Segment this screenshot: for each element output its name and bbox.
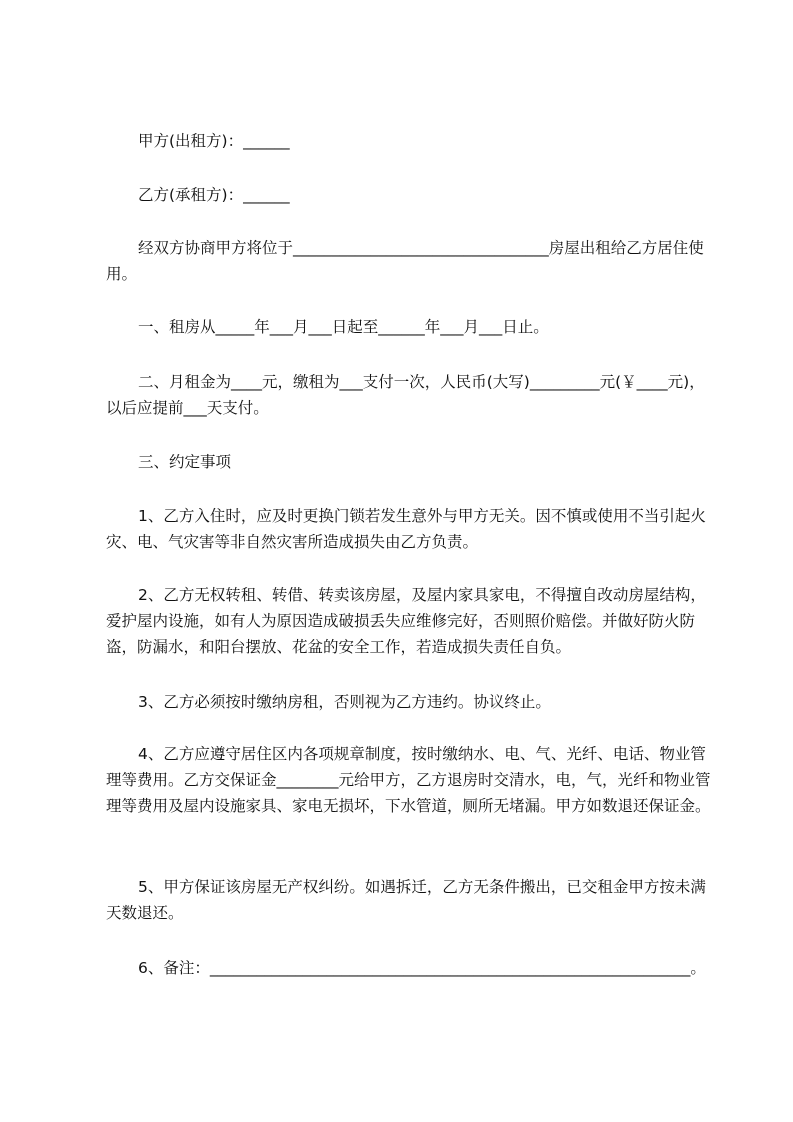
term-item-1: 1、乙方入住时，应及时更换门锁若发生意外与甲方无关。因不慎或使用不当引起火灾、电、气灾害等非自然灾害所造成损失由乙方负责。 xyxy=(106,507,706,551)
party-a-line: 甲方(出租方)：______ xyxy=(138,132,290,150)
party-b-line: 乙方(承租方)：______ xyxy=(138,186,290,204)
term-item-5: 5、甲方保证该房屋无产权纠纷。如遇拆迁，乙方无条件搬出，已交租金甲方按未满天数退还。 xyxy=(106,878,706,922)
term-item-3: 3、乙方必须按时缴纳房租，否则视为乙方违约。协议终止。 xyxy=(138,693,551,711)
clause-rent: 二、月租金为____元，缴租为___支付一次，人民币(大写)_________元(￥____元)，以后应提前___天支付。 xyxy=(106,373,705,417)
clause-lease-period: 一、租房从_____年___月___日起至______年___月___日止。 xyxy=(138,318,549,336)
term-item-6-remarks: 6、备注：______________________________________________________________。 xyxy=(138,959,706,977)
term-item-2: 2、乙方无权转租、转借、转卖该房屋，及屋内家具家电，不得擅自改动房屋结构，爱护屋内设施，如有人为原因造成破损丢失应维修完好，否则照价赔偿。并做好防火防盗，防漏水，和阳台摆放、花盆的安全工作，若造成损失责任自负。 xyxy=(106,586,706,656)
clause-terms-title: 三、约定事项 xyxy=(138,453,232,471)
intro-paragraph: 经双方协商甲方将位于_________________________________房屋出租给乙方居住使用。 xyxy=(106,239,704,283)
term-item-4: 4、乙方应遵守居住区内各项规章制度，按时缴纳水、电、气、光纤、电话、物业管理等费用。乙方交保证金________元给甲方，乙方退房时交清水，电，气，光纤和物业管理等费用及屋内设施家具、家电无损坏，下水管道，厕所无堵漏。甲方如数退还保证金。 xyxy=(106,745,711,815)
